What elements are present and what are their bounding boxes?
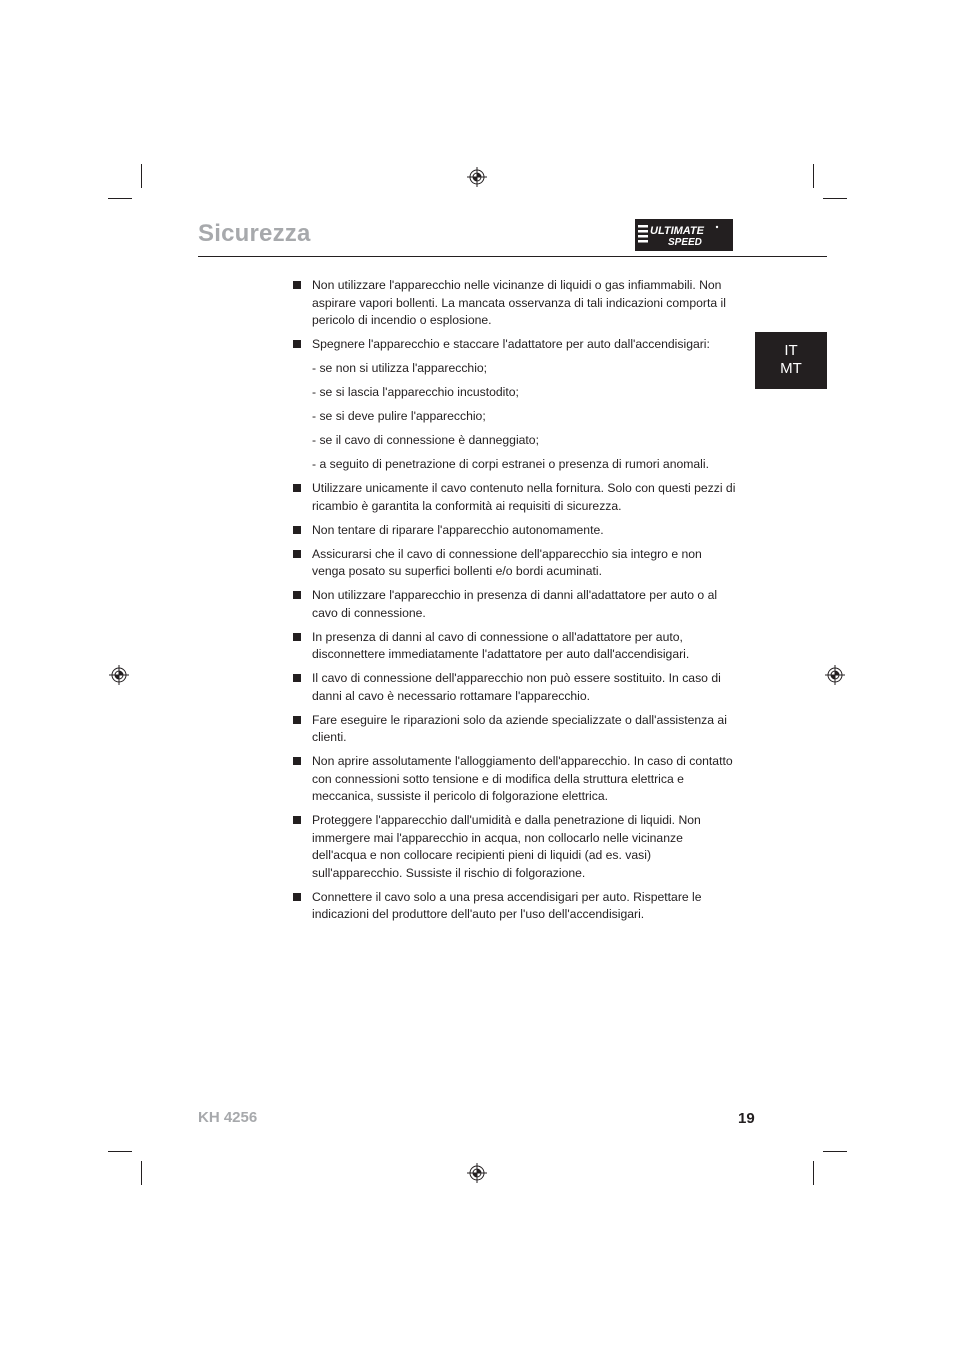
- item-text: Connettere il cavo solo a una presa accendisigari per auto. Rispettare le indicazioni del produttore dell'auto per l'uso dell'accendisigari.: [312, 889, 702, 921]
- list-item: [292, 712, 737, 747]
- language-code: IT: [784, 342, 798, 359]
- bullet-square-icon: [293, 893, 301, 901]
- bullet-square-icon: [293, 281, 301, 289]
- item-text: Non utilizzare l'apparecchio nelle vicinanze di liquidi o gas infiammabili. Non aspirare vapori bollenti. La mancata osservanza di tali indicazioni comporta il pericolo di incendio o esplosione.: [312, 278, 726, 327]
- bullet-square-icon: [293, 757, 301, 765]
- list-item: [292, 522, 737, 540]
- item-text: Non utilizzare l'apparecchio in presenza di danni all'adattatore per auto o al cavo di connessione.: [312, 588, 718, 620]
- logo-text-bottom: SPEED: [668, 237, 702, 248]
- registration-mark-icon: [825, 665, 845, 685]
- crop-mark: [823, 198, 847, 199]
- list-item: [292, 812, 737, 882]
- item-text: Non tentare di riparare l'apparecchio autonomamente.: [312, 522, 604, 537]
- bullet-square-icon: [293, 484, 301, 492]
- registration-mark-icon: [467, 167, 487, 187]
- bullet-square-icon: [293, 550, 301, 558]
- bullet-square-icon: [293, 591, 301, 599]
- list-item: [292, 336, 737, 474]
- crop-mark: [813, 164, 814, 188]
- model-number: KH 4256: [198, 1109, 258, 1126]
- sub-item: - se si lascia l'apparecchio incustodito;: [312, 385, 519, 399]
- sub-item: - se non si utilizza l'apparecchio;: [312, 361, 488, 375]
- item-text: Proteggere l'apparecchio dall'umidità e dalla penetrazione di liquidi. Non immergere mai l'apparecchio in acqua, non collocarlo nelle vicinanze dell'acqua e non collocare recipienti pieni di liquidi (ad es. vasi) sull'apparecchio. Sussiste il rischio di folgorazione.: [312, 813, 701, 880]
- bullet-square-icon: [293, 816, 301, 824]
- bullet-square-icon: [293, 526, 301, 534]
- bullet-square-icon: [293, 716, 301, 724]
- bullet-square-icon: [293, 633, 301, 641]
- sub-item: - se si deve pulire l'apparecchio;: [312, 409, 486, 423]
- list-item: [292, 546, 737, 581]
- item-text: Spegnere l'apparecchio e staccare l'adattatore per auto dall'accendisigari:: [312, 337, 710, 351]
- page-title: Sicurezza: [198, 220, 311, 247]
- item-text: Il cavo di connessione dell'apparecchio non può essere sostituito. In caso di danni al cavo è necessario rottamare l'apparecchio.: [312, 671, 721, 703]
- crop-mark: [141, 1161, 142, 1185]
- page-number: 19: [738, 1110, 755, 1127]
- item-text: Fare eseguire le riparazioni solo da aziende specializzate o dall'assistenza ai clienti.: [312, 712, 727, 744]
- crop-mark: [108, 198, 132, 199]
- item-text: Assicurarsi che il cavo di connessione dell'apparecchio sia integro e non venga posato su superfici bollenti e/o bordi acuminati.: [312, 546, 702, 578]
- bullet-square-icon: [293, 340, 301, 348]
- language-tab: [755, 332, 827, 389]
- list-item: [292, 889, 737, 924]
- crop-mark: [108, 1151, 132, 1152]
- list-item: [292, 587, 737, 622]
- bullet-square-icon: [293, 674, 301, 682]
- language-code: MT: [780, 360, 802, 377]
- crop-mark: [823, 1151, 847, 1152]
- list-item: [292, 277, 737, 330]
- list-item: [292, 629, 737, 664]
- header-rule: [198, 256, 827, 257]
- ultimate-speed-logo: [635, 219, 733, 251]
- item-text: In presenza di danni al cavo di connessione o all'adattatore per auto, disconnettere immediatamente l'adattatore per auto dall'accendisigari.: [312, 629, 690, 661]
- crop-mark: [813, 1161, 814, 1185]
- list-item: [292, 753, 737, 806]
- crop-mark: [141, 164, 142, 188]
- list-item: [292, 670, 737, 705]
- safety-list: [292, 277, 737, 930]
- registration-mark-icon: [109, 665, 129, 685]
- sub-item: - a seguito di penetrazione di corpi estranei o presenza di rumori anomali.: [312, 457, 709, 471]
- sub-item: - se il cavo di connessione è danneggiato;: [312, 433, 539, 447]
- item-text: Non aprire assolutamente l'alloggiamento dell'apparecchio. In caso di contatto con connessioni sotto tensione e di modifica della struttura elettrica e meccanica, sussiste il pericolo di folgorazione elettrica.: [312, 754, 733, 803]
- item-text: Utilizzare unicamente il cavo contenuto nella fornitura. Solo con questi pezzi di ricambio è garantita la conformità ai requisiti di sicurezza.: [312, 481, 736, 513]
- logo-text-top: ULTIMATE: [650, 225, 704, 237]
- sub-list: [312, 360, 737, 474]
- registration-mark-icon: [467, 1163, 487, 1183]
- list-item: [292, 480, 737, 515]
